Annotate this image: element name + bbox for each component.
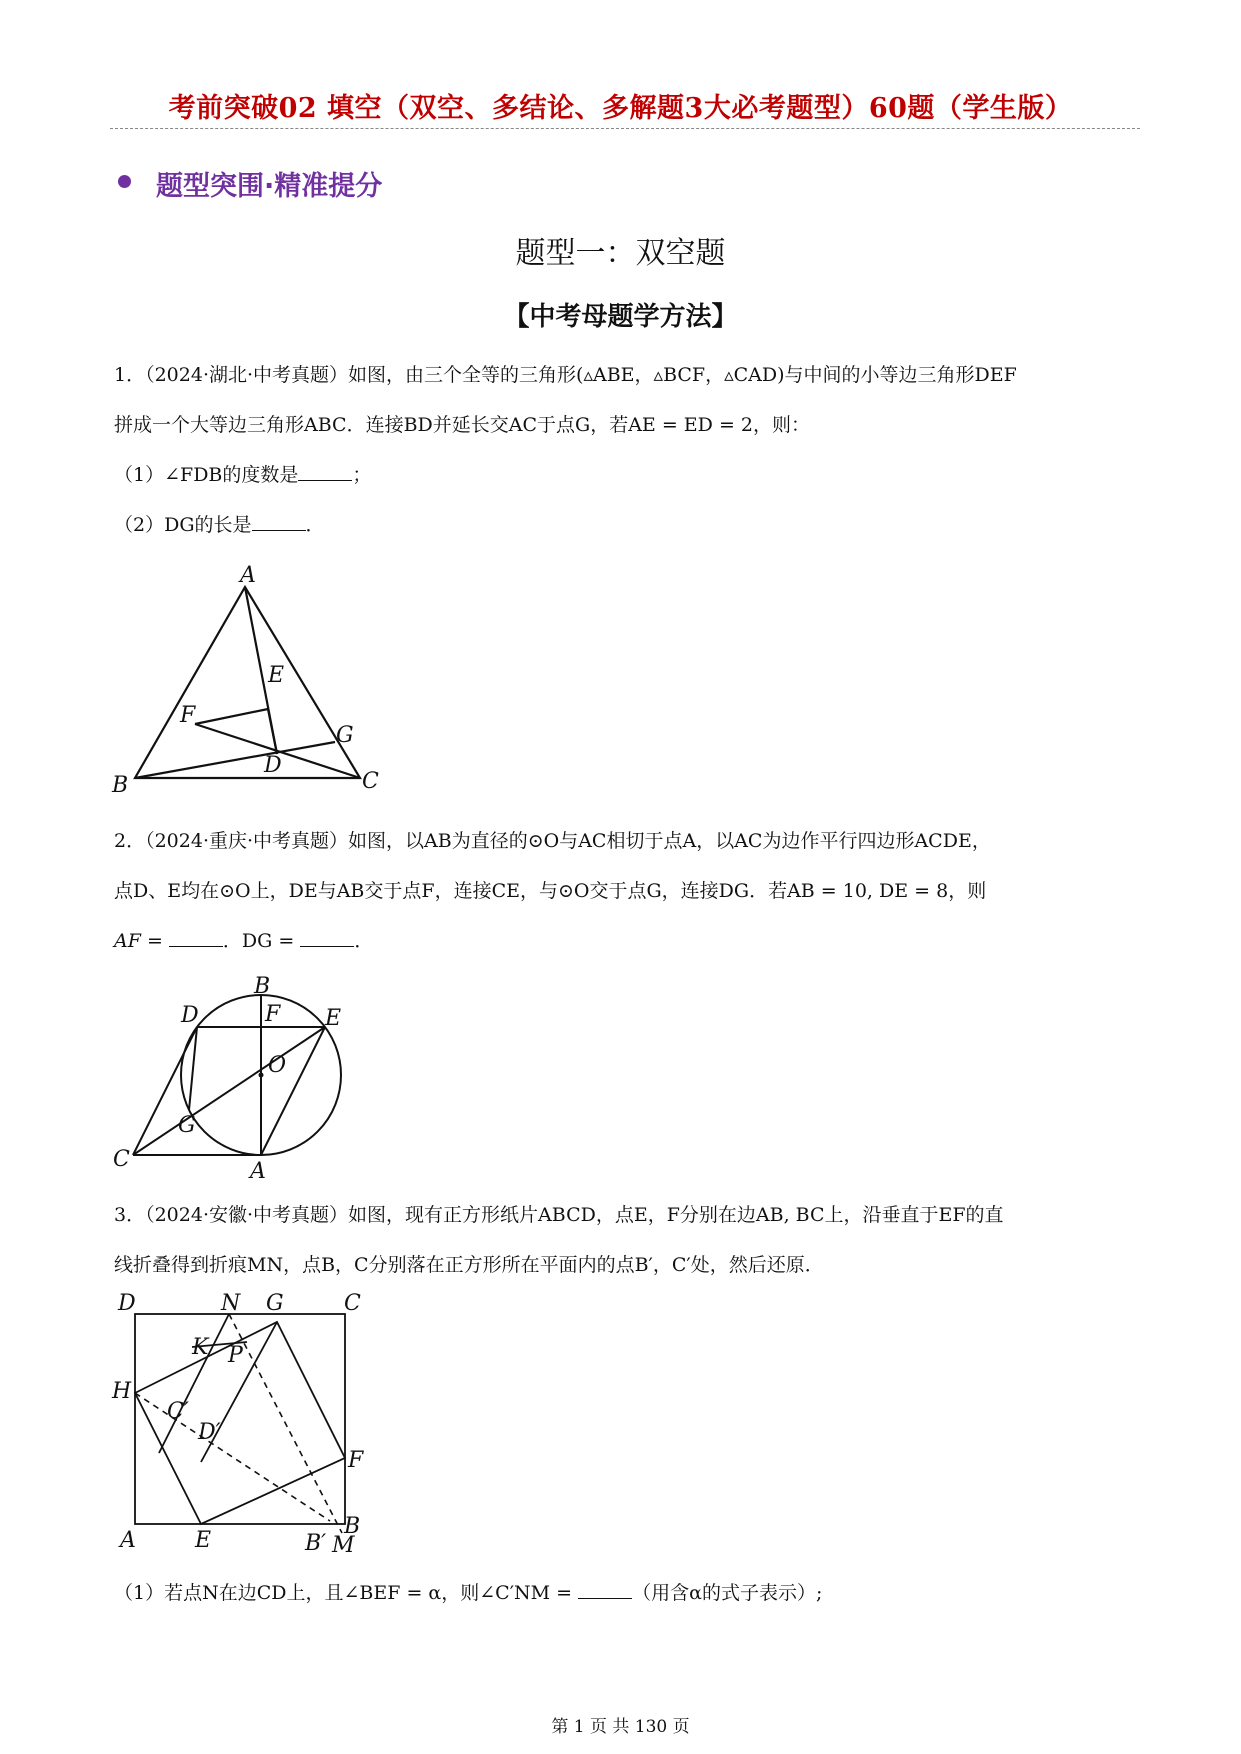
label-F: F (348, 1448, 364, 1473)
label-G: G (336, 723, 354, 748)
problem-2-line-2: 点D、E均在⊙O上，DE与AB交于点F，连接CE，与⊙O交于点G，连接DG．若AB = 10, DE = 8，则 (114, 880, 987, 902)
document-title: 考前突破02 填空（双空、多结论、多解题3大必考题型）60题（学生版） (168, 93, 1073, 124)
label-G: G (266, 1291, 284, 1316)
problem-3-line-2: 线折叠得到折痕MN，点B，C分别落在正方形所在平面内的点B′，C′处，然后还原． (114, 1254, 824, 1276)
problem-text: 如图，由三个全等的三角形(▵ABE，▵BCF，▵CAD)与中间的小等边三角形DEF (348, 364, 1017, 386)
label-F: F (180, 703, 196, 728)
label-B: B (112, 773, 129, 798)
label-B: B (254, 974, 271, 999)
question-type-title: 题型一：双空题 (515, 236, 726, 271)
label-D: D (181, 1003, 199, 1028)
problem-2-line-1: 2．（2024·重庆·中考真题）如图，以AB为直径的⊙O与AC相切于点A，以AC为边作平行四边形ACDE， (114, 830, 991, 852)
label-C-prime: C′ (167, 1399, 189, 1424)
label-H: H (112, 1379, 132, 1404)
label-C: C (113, 1147, 130, 1172)
label-C: C (362, 769, 379, 794)
label-E: E (268, 663, 285, 688)
problem-3-line-1: 3．（2024·安徽·中考真题）如图，现有正方形纸片ABCD，点E，F分别在边AB, BC上，沿垂直于EF的直 (114, 1204, 1004, 1226)
page-footer: 第 1 页 共 130 页 (551, 1717, 690, 1737)
answer-blank (578, 1597, 632, 1599)
label-P: P (228, 1343, 243, 1368)
label-M: M (332, 1533, 355, 1558)
problem-1-question-1: （1）∠FDB的度数是 ； (114, 464, 372, 486)
section-heading: 题型突围·精准提分 (156, 171, 383, 202)
label-E: E (325, 1006, 342, 1031)
label-G: G (178, 1113, 196, 1138)
label-A: A (240, 563, 256, 588)
label-B-prime: B′ (305, 1531, 327, 1556)
label-C: C (344, 1291, 361, 1316)
problem-source: （2024·湖北·中考真题） (145, 364, 349, 386)
label-D: D (264, 753, 282, 778)
label-A: A (250, 1159, 266, 1184)
problem-number: 1． (114, 364, 146, 386)
label-K: K (192, 1335, 209, 1360)
label-D-prime: D′ (198, 1420, 221, 1445)
label-N: N (221, 1291, 241, 1316)
problem-1-question-2: （2）DG的长是 ． (114, 514, 325, 536)
problem-1-line-2: 拼成一个大等边三角形ABC．连接BD并延长交AC于点G，若AE = ED = 2，则： (114, 414, 810, 436)
label-E: E (195, 1528, 212, 1553)
method-title: 【中考母题学方法】 (503, 302, 738, 332)
label-F: F (265, 1002, 281, 1027)
label-B: B (344, 1514, 361, 1539)
problem-2-line-3: AF = ．DG = ． (114, 930, 374, 952)
label-D: D (118, 1291, 136, 1316)
label-O: O (268, 1053, 287, 1078)
problem-3-question-1: （1）若点N在边CD上，且∠BEF = α，则∠C′NM = （用含α的式子表示）; (114, 1582, 823, 1604)
label-A: A (120, 1528, 136, 1553)
